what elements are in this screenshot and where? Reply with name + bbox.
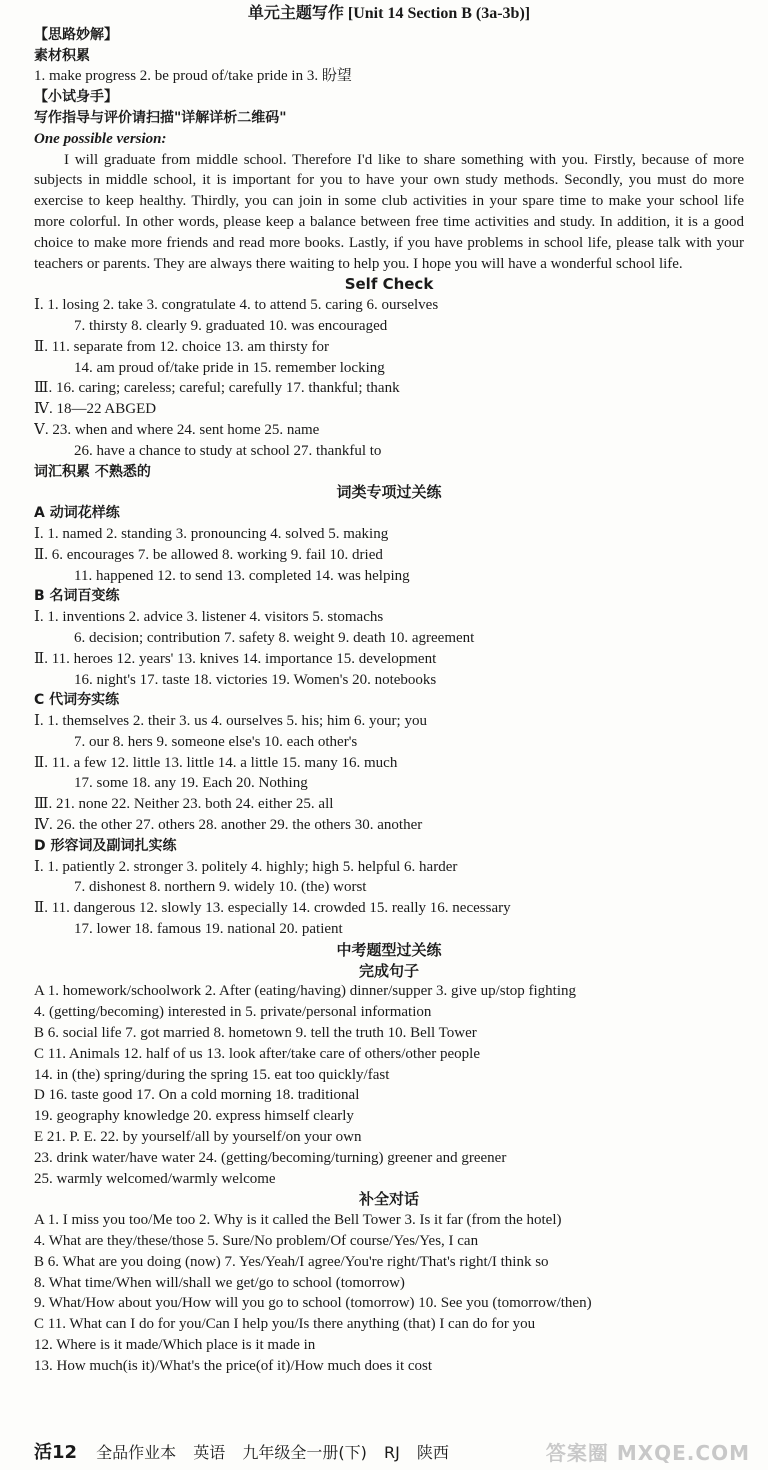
answer-line: 11. happened 12. to send 13. completed 14. was helping xyxy=(74,567,410,584)
writing-guide: 写作指导与评价请扫描"详解详析二维码" xyxy=(34,109,287,126)
exam-title: 中考题型过关练 xyxy=(336,940,442,959)
version-label: One possible version: xyxy=(34,130,167,147)
region: 陕西 xyxy=(416,1443,449,1462)
material-heading: 素材积累 xyxy=(34,47,90,64)
answer-line: 16. night's 17. taste 18. victories 19. Women's 20. notebooks xyxy=(74,671,437,688)
answer-line: 7. our 8. hers 9. someone else's 10. each other's xyxy=(74,733,358,750)
complete-sentences-title: 完成句子 xyxy=(358,961,419,980)
word-class-title: 词类专项过关练 xyxy=(336,483,442,502)
verb-heading: A 动词花样练 xyxy=(34,505,120,522)
watermark: 答案圈 MXQE.COM xyxy=(545,1441,750,1465)
answer-line: Ⅰ. 1. inventions 2. advice 3. listener 4. visitors 5. stomachs xyxy=(34,609,384,626)
answer-line: A 1. I miss you too/Me too 2. Why is it called the Bell Tower 3. Is it far (from the hotel) xyxy=(34,1212,562,1229)
answer-line: 7. dishonest 8. northern 9. widely 10. (the) worst xyxy=(74,879,367,896)
answer-line: C 11. Animals 12. half of us 13. look after/take care of others/other people xyxy=(34,1045,480,1062)
answer-line: 8. What time/When will/shall we get/go to school (tomorrow) xyxy=(34,1274,405,1291)
material-answer: 1. make progress 2. be proud of/take pride in 3. 盼望 xyxy=(34,68,352,85)
answer-line: 25. warmly welcomed/warmly welcome xyxy=(34,1170,276,1187)
answer-line: D 16. taste good 17. On a cold morning 18. traditional xyxy=(34,1087,360,1104)
answer-line: Ⅰ. 1. patiently 2. stronger 3. politely 4. highly; high 5. helpful 6. harder xyxy=(34,858,458,875)
answer-line: Ⅱ. 6. encourages 7. be allowed 8. working 9. fail 10. dried xyxy=(34,546,383,563)
thinking-heading: 【思路妙解】 xyxy=(34,26,118,43)
answer-line: 6. decision; contribution 7. safety 8. weight 9. death 10. agreement xyxy=(74,629,475,646)
grade: 九年级全一册(下) xyxy=(242,1443,367,1462)
noun-heading: B 名词百变练 xyxy=(34,588,120,605)
answer-line: Ⅲ. 21. none 22. Neither 23. both 24. either 25. all xyxy=(34,796,334,813)
answer-line: 12. Where is it made/Which place is it made in xyxy=(34,1337,316,1353)
answer-line: 13. How much(is it)/What's the price(of it)/How much does it cost xyxy=(34,1357,433,1374)
answer-line: Ⅰ. 1. themselves 2. their 3. us 4. ourselves 5. his; him 6. your; you xyxy=(34,713,427,730)
answer-line: Ⅱ. 11. separate from 12. choice 13. am thirsty for xyxy=(34,338,329,355)
edition: RJ xyxy=(383,1443,400,1462)
vocab-note: 词汇积累 不熟悉的 xyxy=(34,463,151,480)
sample-essay: I will graduate from middle school. Therefore I'd like to share something with you. Firstly, because of more subjects in middle school, it is important for you to have your own study methods. Secondly, you must do more exercise to keep healthy. Thirdly, you can join in some club activities in your spare time to make your school life more colorful. In other words, please keep a balance between free time activities and study. In addition, it is a good choice to make more friends and read more books. Lastly, if you have problems in school life, please talk with your teachers or parents. They are always there waiting to help you. I hope you will have a wonderful school life. xyxy=(34,151,744,272)
answer-line: 17. some 18. any 19. Each 20. Nothing xyxy=(74,775,308,792)
dialog-title: 补全对话 xyxy=(358,1190,419,1209)
book-name: 全品作业本 xyxy=(96,1443,177,1462)
answer-line: 9. What/How about you/How will you go to school (tomorrow) 10. See you (tomorrow/then) xyxy=(34,1295,592,1312)
answer-line: Ⅴ. 23. when and where 24. sent home 25. name xyxy=(34,421,320,438)
answer-line: Ⅰ. 1. losing 2. take 3. congratulate 4. to attend 5. caring 6. ourselves xyxy=(34,297,439,314)
answer-line: Ⅳ. 26. the other 27. others 28. another 29. the others 30. another xyxy=(34,817,423,834)
answer-line: Ⅱ. 11. heroes 12. years' 13. knives 14. importance 15. development xyxy=(34,650,437,667)
answer-line: 17. lower 18. famous 19. national 20. patient xyxy=(74,921,343,938)
answer-line: 7. thirsty 8. clearly 9. graduated 10. was encouraged xyxy=(74,317,388,334)
answer-line: 23. drink water/have water 24. (getting/becoming/turning) greener and greener xyxy=(34,1149,507,1166)
answer-line: Ⅱ. 11. dangerous 12. slowly 13. especially 14. crowded 15. really 16. necessary xyxy=(34,900,511,917)
pronoun-heading: C 代词夯实练 xyxy=(34,692,120,709)
answer-line: Ⅰ. 1. named 2. standing 3. pronouncing 4. solved 5. making xyxy=(34,525,389,542)
answer-line: A 1. homework/schoolwork 2. After (eating/having) dinner/supper 3. give up/stop fighting xyxy=(34,983,576,1000)
answer-line: 4. (getting/becoming) interested in 5. private/personal information xyxy=(34,1004,432,1021)
answer-line: C 11. What can I do for you/Can I help you/Is there anything (that) I can do for you xyxy=(34,1316,536,1333)
answer-line: 14. am proud of/take pride in 15. remember locking xyxy=(74,359,385,376)
answer-line: 26. have a chance to study at school 27. thankful to xyxy=(74,442,382,459)
answer-line: Ⅳ. 18—22 ABGED xyxy=(34,401,157,418)
answer-line: 19. geography knowledge 20. express himself clearly xyxy=(34,1108,354,1125)
answer-line: B 6. social life 7. got married 8. hometown 9. tell the truth 10. Bell Tower xyxy=(34,1025,477,1042)
practice-heading: 【小试身手】 xyxy=(34,89,118,106)
subject: 英语 xyxy=(193,1443,226,1462)
answer-line: B 6. What are you doing (now) 7. Yes/Yeah/I agree/You're right/That's right/I think so xyxy=(34,1253,549,1270)
adj-adv-heading: D 形容词及副词扎实练 xyxy=(34,837,177,854)
answer-line: E 21. P. E. 22. by yourself/all by yourself/on your own xyxy=(34,1129,362,1146)
page-number: 活12 xyxy=(34,1442,78,1463)
self-check-title: Self Check xyxy=(344,275,434,294)
answer-line: Ⅲ. 16. caring; careless; careful; carefully 17. thankful; thank xyxy=(34,380,400,397)
page-title: 单元主题写作 [Unit 14 Section B (3a-3b)] xyxy=(247,5,531,22)
answer-line: 14. in (the) spring/during the spring 15. eat too quickly/fast xyxy=(34,1066,390,1083)
page-footer xyxy=(34,1438,461,1464)
answer-line: Ⅱ. 11. a few 12. little 13. little 14. a little 15. many 16. much xyxy=(34,754,398,771)
answer-line: 4. What are they/these/those 5. Sure/No problem/Of course/Yes/Yes, I can xyxy=(34,1233,479,1250)
